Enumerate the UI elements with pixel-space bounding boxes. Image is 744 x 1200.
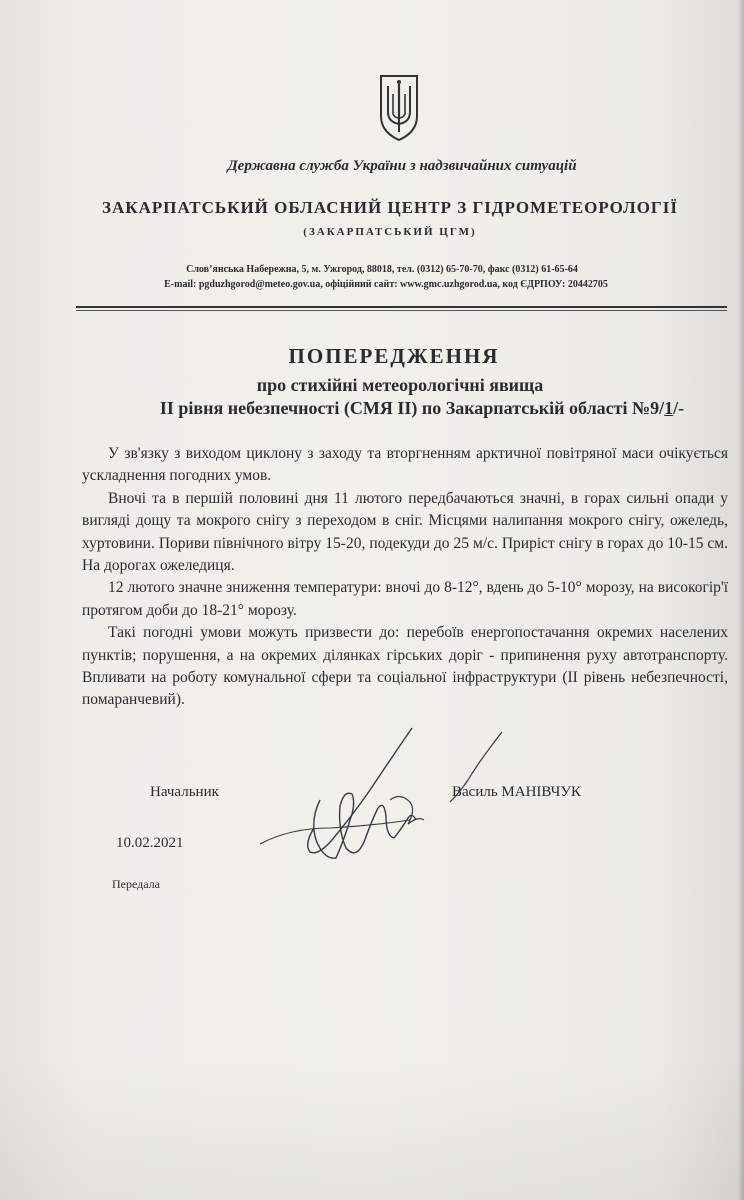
center-name: ЗАКАРПАТСЬКИЙ ОБЛАСНИЙ ЦЕНТР З ГІДРОМЕТЕОРОЛОГІЇ [102,198,678,217]
subtitle-prefix: ІІ рівня небезпечності (СМЯ ІІ) по Закарпатській області №9/ [159,398,665,418]
signer-role: Начальник [150,784,219,800]
document-title: ПОПЕРЕДЖЕННЯ [288,344,500,368]
subtitle-suffix: /- [673,398,685,418]
header-rule-thin [76,310,727,311]
subtitle-underlined-number: 1 [664,398,674,418]
handwritten-signature [240,720,520,880]
contacts-line: E-mail: pgduzhgorod@meteo.gov.ua, офіційний сайт: www.gmc.uzhgorod.ua, код ЄДРПОУ: 20442705 [164,279,608,290]
sent-by-label: Передала [112,877,161,891]
paragraph-precipitation: Вночі та в першій половині дня 11 лютого передбачаються значні, в горах сильні опади у вигляді дощу та мокрого снігу з переходом в сніг. Місцями налипання мокрого снігу, ожеледь, хуртовини. Пориви північного вітру 15-20, подекуди до 25 м/с. Приріст снігу в горах до 10-15 см. На дорогах ожеледиця. [82,489,728,575]
page-edge-shadow [738,0,744,1200]
agency-name: Державна служба України з надзвичайних ситуацій [227,158,577,174]
coat-of-arms-icon [377,72,421,144]
page-shade [0,1060,744,1200]
document-subtitle: про стихійні метеорологічні явища [256,375,544,395]
warning-body [82,443,728,712]
paragraph-intro: У зв'язку з виходом циклону з заходу та вторгненням арктичної повітряної маси очікується ускладнення погодних умов. [82,445,728,485]
document-date: 10.02.2021 [116,835,184,851]
paragraph-temperature: 12 лютого значне зниження температури: вночі до 8-12°, вдень до 5-10° морозу, на високогір'ї протягом доби до 18-21° морозу. [82,579,728,619]
signer-name: Василь МАНІВЧУК [452,784,582,800]
header-rule [76,306,727,308]
center-abbreviation: (ЗАКАРПАТСЬКИЙ ЦГМ) [303,226,477,238]
address-line: Слов’янська Набережна, 5, м. Ужгород, 88018, тел. (0312) 65-70-70, факс (0312) 61-65-64 [186,264,578,275]
document-subtitle-number [50,398,744,419]
paragraph-consequences: Такі погодні умови можуть призвести до: перебоїв енергопостачання окремих населених пунктів; порушення, а на окремих ділянках гірських доріг - припинення руху автотранспорту. Впливати на роботу комунальної сфери та соціальної інфраструктури (ІІ рівень небезпечності, помаранчевий). [82,624,728,709]
